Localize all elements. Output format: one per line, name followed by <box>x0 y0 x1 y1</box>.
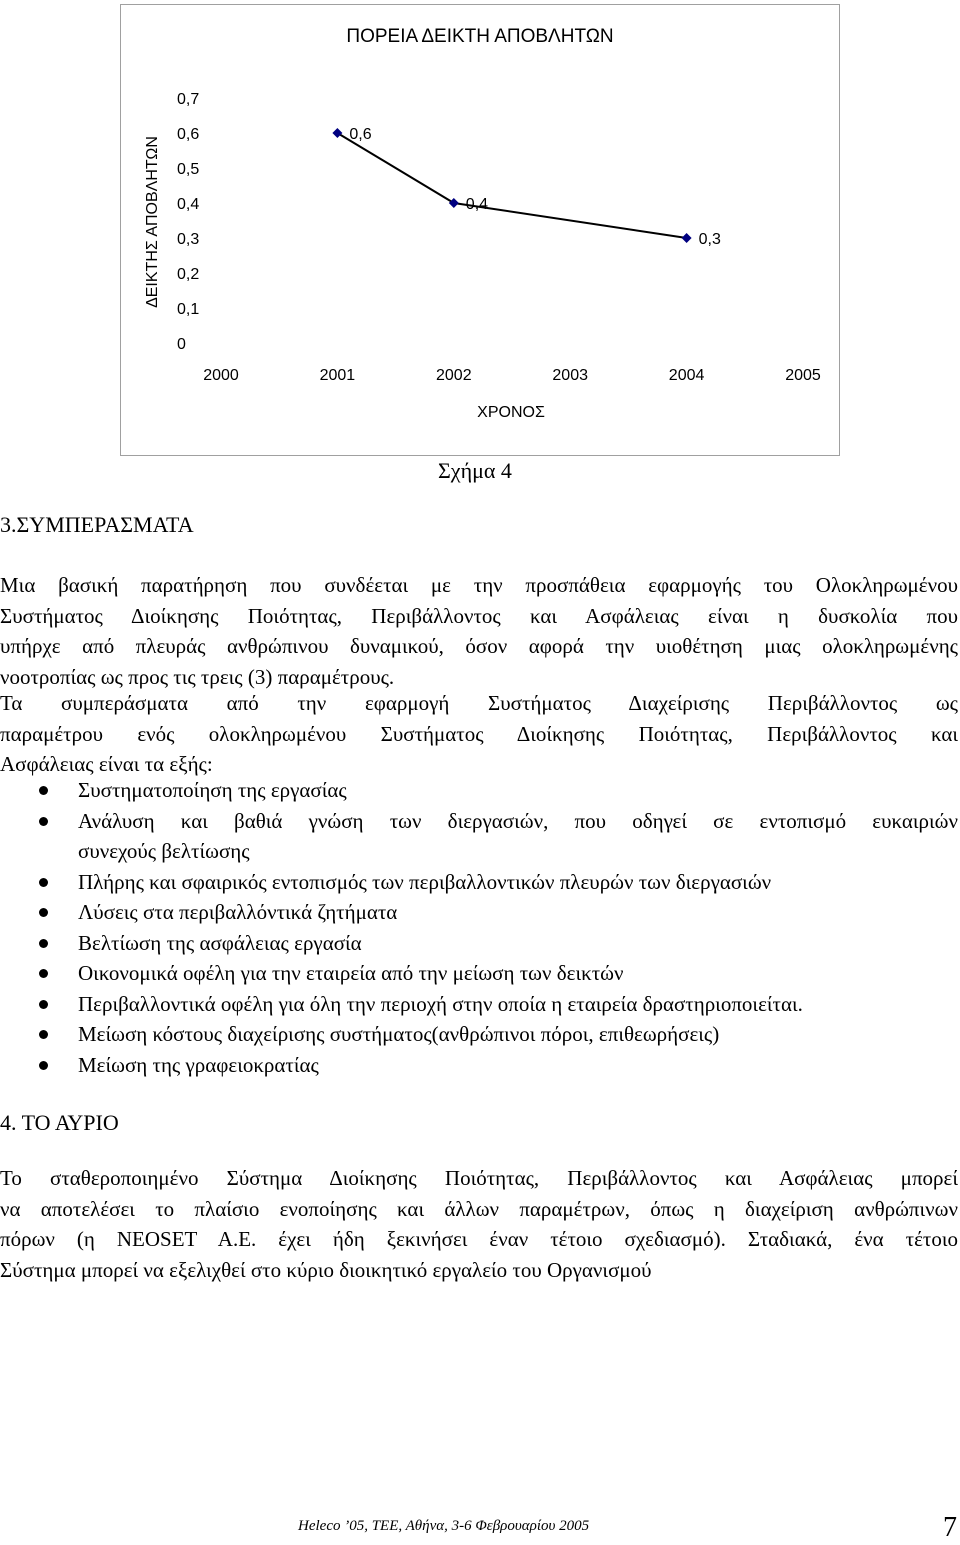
data-point-marker <box>332 128 342 138</box>
section-4-heading: 4. ΤΟ ΑΥΡΙΟ <box>0 1110 119 1135</box>
bullet-icon <box>39 1030 48 1039</box>
y-tick-label: 0,1 <box>177 301 200 318</box>
chart-title: ΠΟΡΕΙΑ ΔΕΙΚΤΗ ΑΠΟΒΛΗΤΩΝ <box>346 26 614 47</box>
data-point-marker <box>449 198 459 208</box>
section-3-paragraph-2 <box>0 688 958 780</box>
section-3-paragraph-1 <box>0 570 958 692</box>
paragraph-line: νοοτροπίας ως προς τις τρεις (3) παραμέτρους. <box>0 664 395 689</box>
section-3-heading: 3.ΣΥΜΠΕΡΑΣΜΑΤΑ <box>0 512 194 537</box>
bullet-icon <box>39 908 48 917</box>
x-tick-label: 2000 <box>203 367 239 384</box>
series-line <box>337 133 686 238</box>
list-item <box>0 867 958 898</box>
chart-frame <box>120 4 840 456</box>
list-item <box>0 775 958 806</box>
bullet-icon <box>39 878 48 887</box>
paragraph-line: να αποτελέσει το πλαίσιο ενοποίησης και άλλων παραμέτρων, όπως η διαχείριση ανθρώπινων <box>0 1196 958 1221</box>
y-tick-label: 0 <box>177 336 186 353</box>
y-axis-label: ΔΕΙΚΤΗΣ ΑΠΟΒΛΗΤΩΝ <box>144 136 161 308</box>
page-number: 7 <box>943 1512 957 1543</box>
page-footer: Heleco ’05, ΤΕΕ, Αθήνα, 3-6 Φεβρουαρίου 2005 <box>298 1518 590 1534</box>
list-item-text: Οικονομικά οφέλη για την εταιρεία από την μείωση των δεικτών <box>78 961 624 985</box>
list-item-text: Ανάλυση και βαθιά γνώση των διεργασιών, που οδηγεί σε εντοπισμό ευκαιριών <box>78 808 958 833</box>
data-point-marker <box>682 233 692 243</box>
paragraph-line: Συστήματος Διοίκησης Ποιότητας, Περιβάλλοντος και Ασφάλειας είναι η δυσκολία που <box>0 603 958 628</box>
list-item-text: Μείωση κόστους διαχείρισης συστήματος(ανθρώπινοι πόροι, επιθεωρήσεις) <box>78 1022 720 1046</box>
paragraph-line: Τα συμπεράσματα από την εφαρμογή Συστήματος Διαχείρισης Περιβάλλοντος ως <box>0 691 958 715</box>
list-item-text: Πλήρης και σφαιρικός εντοπισμός των περιβαλλοντικών πλευρών των διεργασιών <box>78 869 772 894</box>
line-chart <box>121 5 839 455</box>
y-tick-label: 0,5 <box>177 161 200 178</box>
x-tick-label: 2001 <box>319 367 356 384</box>
list-item-text: Περιβαλλοντικά οφέλη για όλη την περιοχή στην οποία η εταιρεία δραστηριοποιείται. <box>78 991 803 1016</box>
conclusions-list <box>0 775 958 1080</box>
y-tick-label: 0,2 <box>177 266 200 283</box>
paragraph-line: υπήρχε από πλευράς ανθρώπινου δυναμικού, όσον αφορά την υιοθέτηση μιας ολοκληρωμένης <box>0 634 958 658</box>
figure-caption: Σχήμα 4 <box>438 458 512 483</box>
x-tick-label: 2004 <box>668 367 705 384</box>
list-item-text: Λύσεις στα περιβαλλόντικά ζητήματα <box>78 900 398 924</box>
data-label: 0,4 <box>465 196 489 213</box>
bullet-icon <box>39 1061 48 1070</box>
y-tick-label: 0,4 <box>177 196 200 213</box>
bullet-icon <box>39 969 48 978</box>
list-item <box>0 989 958 1020</box>
paragraph-line: Μια βασική παρατήρηση που συνδέεται με την προσπάθεια εφαρμογής του Ολοκληρωμένου <box>0 573 958 597</box>
bullet-icon <box>39 1000 48 1009</box>
list-item-text: Μείωση της γραφειοκρατίας <box>78 1052 319 1077</box>
list-item <box>0 806 958 867</box>
paragraph-line: πόρων (η NEOSET A.E. έχει ήδη ξεκινήσει έναν τέτοιο σχεδιασμό). Σταδιακά, ένα τέτοιο <box>0 1227 958 1251</box>
y-tick-label: 0,6 <box>177 126 200 143</box>
bullet-icon <box>39 939 48 948</box>
paragraph-line: παραμέτρου ενός ολοκληρωμένου Συστήματος Διοίκησης Ποιότητας, Περιβάλλοντος και <box>0 721 958 746</box>
x-tick-label: 2005 <box>785 367 821 384</box>
bullet-icon <box>39 817 48 826</box>
x-axis-label: ΧΡΟΝΟΣ <box>477 404 545 421</box>
list-item <box>0 928 958 959</box>
list-item <box>0 958 958 989</box>
bullet-icon <box>39 786 48 795</box>
paragraph-line: Ασφάλειας είναι τα εξής: <box>0 752 213 776</box>
list-item-text: Συστηματοποίηση της εργασίας <box>78 778 347 802</box>
list-item <box>0 1050 958 1081</box>
data-label: 0,6 <box>349 126 372 143</box>
data-label: 0,3 <box>698 231 721 248</box>
x-tick-label: 2002 <box>436 367 472 384</box>
paragraph-line: Το σταθεροποιημένο Σύστημα Διοίκησης Ποιότητας, Περιβάλλοντος και Ασφάλειας μπορεί <box>0 1166 958 1190</box>
list-item-text: συνεχούς βελτίωσης <box>78 839 250 863</box>
section-4-paragraph <box>0 1163 958 1285</box>
list-item <box>0 1019 958 1050</box>
y-tick-label: 0,7 <box>177 91 200 108</box>
list-item <box>0 897 958 928</box>
paragraph-line: Σύστημα μπορεί να εξελιχθεί στο κύριο διοικητικό εργαλείο του Οργανισμού <box>0 1257 652 1282</box>
y-tick-label: 0,3 <box>177 231 200 248</box>
list-item-text: Βελτίωση της ασφάλειας εργασία <box>78 930 362 955</box>
x-tick-label: 2003 <box>552 367 588 384</box>
